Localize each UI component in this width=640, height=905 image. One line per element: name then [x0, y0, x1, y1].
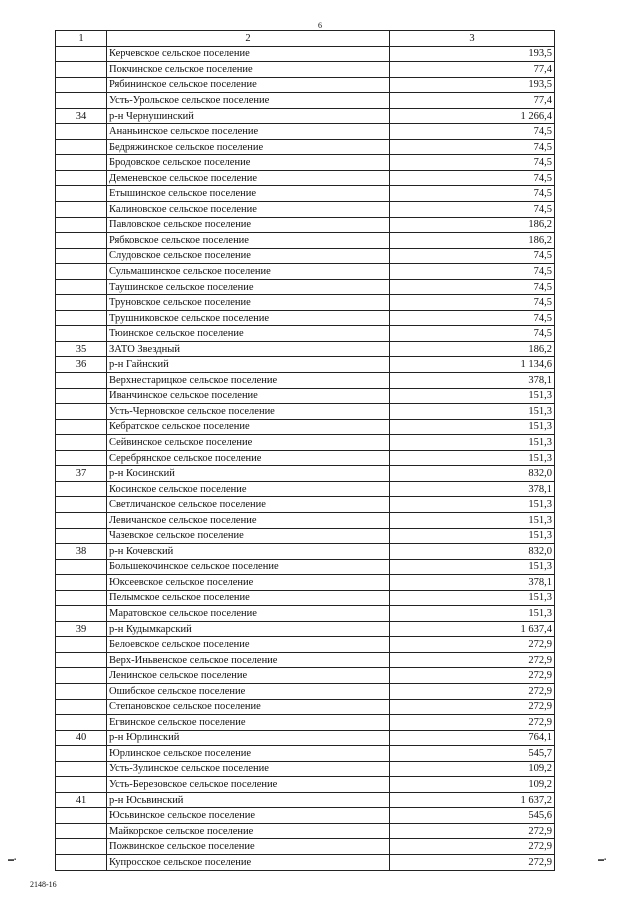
row-number — [56, 388, 107, 404]
row-name: Купросское сельское поселение — [107, 854, 390, 870]
row-number: 37 — [56, 466, 107, 482]
row-name: Светличанское сельское поселение — [107, 497, 390, 513]
row-value: 193,5 — [390, 77, 555, 93]
row-name: Белоевское сельское поселение — [107, 637, 390, 653]
row-number — [56, 264, 107, 280]
row-name: Рябковское сельское поселение — [107, 233, 390, 249]
row-name: Сейвинское сельское поселение — [107, 435, 390, 451]
table-row — [56, 528, 555, 544]
row-number: 40 — [56, 730, 107, 746]
row-number — [56, 404, 107, 420]
table-row — [56, 108, 555, 124]
row-number — [56, 450, 107, 466]
row-name: Ленинское сельское поселение — [107, 668, 390, 684]
row-number — [56, 528, 107, 544]
row-name: Бедряжинское сельское поселение — [107, 139, 390, 155]
table-row — [56, 559, 555, 575]
row-number — [56, 419, 107, 435]
row-number — [56, 854, 107, 870]
row-name: р-н Чернушинский — [107, 108, 390, 124]
row-number: 35 — [56, 341, 107, 357]
row-value: 378,1 — [390, 481, 555, 497]
table-row — [56, 202, 555, 218]
row-name: Иванчинское сельское поселение — [107, 388, 390, 404]
row-value: 545,6 — [390, 808, 555, 824]
row-name: Труновское сельское поселение — [107, 295, 390, 311]
row-value: 272,9 — [390, 652, 555, 668]
row-number — [56, 715, 107, 731]
row-number — [56, 497, 107, 513]
table-row — [56, 310, 555, 326]
row-value: 378,1 — [390, 373, 555, 389]
row-value: 186,2 — [390, 217, 555, 233]
scan-mark-left: ▬▪ — [8, 857, 17, 863]
row-number: 39 — [56, 621, 107, 637]
table-row — [56, 637, 555, 653]
table-row — [56, 683, 555, 699]
row-value: 378,1 — [390, 575, 555, 591]
row-name: Тюинское сельское поселение — [107, 326, 390, 342]
header-col-2: 2 — [107, 31, 390, 47]
row-value: 1 637,2 — [390, 792, 555, 808]
row-number — [56, 699, 107, 715]
row-number — [56, 373, 107, 389]
row-value: 832,0 — [390, 544, 555, 560]
row-number — [56, 590, 107, 606]
row-value: 74,5 — [390, 279, 555, 295]
row-name: Усть-Черновское сельское поселение — [107, 404, 390, 420]
table-row — [56, 575, 555, 591]
row-name: р-н Гайнский — [107, 357, 390, 373]
row-value: 151,3 — [390, 497, 555, 513]
table-row — [56, 264, 555, 280]
document-code: 2148-16 — [30, 880, 57, 889]
row-name: Юксеевское сельское поселение — [107, 575, 390, 591]
row-number — [56, 481, 107, 497]
row-value: 151,3 — [390, 606, 555, 622]
row-value: 74,5 — [390, 326, 555, 342]
row-value: 272,9 — [390, 683, 555, 699]
row-name: Бродовское сельское поселение — [107, 155, 390, 171]
row-name: Сульмашинское сельское поселение — [107, 264, 390, 280]
row-value: 272,9 — [390, 823, 555, 839]
row-name: Рябининское сельское поселение — [107, 77, 390, 93]
row-name: р-н Косинский — [107, 466, 390, 482]
row-value: 1 134,6 — [390, 357, 555, 373]
table-row — [56, 124, 555, 140]
page-number: 6 — [318, 21, 322, 30]
row-name: Пожвинское сельское поселение — [107, 839, 390, 855]
table-row — [56, 419, 555, 435]
row-number — [56, 202, 107, 218]
row-value: 272,9 — [390, 839, 555, 855]
table-row — [56, 450, 555, 466]
row-value: 77,4 — [390, 93, 555, 109]
table-row — [56, 792, 555, 808]
table-row — [56, 62, 555, 78]
table-row — [56, 606, 555, 622]
row-number — [56, 606, 107, 622]
table-row — [56, 839, 555, 855]
row-value: 74,5 — [390, 248, 555, 264]
table-row — [56, 435, 555, 451]
row-value: 74,5 — [390, 202, 555, 218]
row-number — [56, 248, 107, 264]
row-name: Маратовское сельское поселение — [107, 606, 390, 622]
row-number — [56, 326, 107, 342]
row-number — [56, 279, 107, 295]
row-name: Майкорское сельское поселение — [107, 823, 390, 839]
row-value: 151,3 — [390, 590, 555, 606]
row-number — [56, 559, 107, 575]
table-row — [56, 808, 555, 824]
row-number — [56, 170, 107, 186]
table-row — [56, 155, 555, 171]
row-number — [56, 139, 107, 155]
table-row — [56, 466, 555, 482]
row-value: 272,9 — [390, 699, 555, 715]
table-row — [56, 761, 555, 777]
row-name: Слудовское сельское поселение — [107, 248, 390, 264]
table-row — [56, 699, 555, 715]
row-number — [56, 652, 107, 668]
row-value: 74,5 — [390, 124, 555, 140]
row-name: Етышинское сельское поселение — [107, 186, 390, 202]
table-row — [56, 46, 555, 62]
table-row — [56, 248, 555, 264]
table-row — [56, 170, 555, 186]
table-row — [56, 217, 555, 233]
table-row — [56, 388, 555, 404]
table-row — [56, 730, 555, 746]
row-number: 34 — [56, 108, 107, 124]
table-row — [56, 544, 555, 560]
row-value: 545,7 — [390, 746, 555, 762]
table-row — [56, 326, 555, 342]
row-name: Юрлинское сельское поселение — [107, 746, 390, 762]
row-value: 74,5 — [390, 155, 555, 171]
table-row — [56, 777, 555, 793]
table-row — [56, 497, 555, 513]
row-name: р-н Юсьвинский — [107, 792, 390, 808]
row-name: ЗАТО Звездный — [107, 341, 390, 357]
table-row — [56, 746, 555, 762]
row-value: 109,2 — [390, 777, 555, 793]
row-value: 74,5 — [390, 170, 555, 186]
row-name: Покчинское сельское поселение — [107, 62, 390, 78]
row-name: Деменевское сельское поселение — [107, 170, 390, 186]
table-row — [56, 621, 555, 637]
table-row — [56, 93, 555, 109]
row-number — [56, 93, 107, 109]
row-name: Чазевское сельское поселение — [107, 528, 390, 544]
table-row — [56, 77, 555, 93]
row-number — [56, 777, 107, 793]
row-name: Верх-Иньвенское сельское поселение — [107, 652, 390, 668]
row-number — [56, 746, 107, 762]
table-row — [56, 139, 555, 155]
row-value: 832,0 — [390, 466, 555, 482]
table-row — [56, 481, 555, 497]
row-name: р-н Юрлинский — [107, 730, 390, 746]
table-row — [56, 404, 555, 420]
row-value: 151,3 — [390, 450, 555, 466]
row-number — [56, 823, 107, 839]
table-header-row — [56, 31, 555, 47]
table-row — [56, 652, 555, 668]
row-number — [56, 295, 107, 311]
row-value: 186,2 — [390, 341, 555, 357]
row-name: Усть-Урольское сельское поселение — [107, 93, 390, 109]
data-table — [55, 30, 555, 871]
row-value: 151,3 — [390, 435, 555, 451]
row-name: Верхнестарицкое сельское поселение — [107, 373, 390, 389]
table-row — [56, 341, 555, 357]
row-value: 151,3 — [390, 559, 555, 575]
scan-mark-right: ▬▪ — [598, 857, 607, 863]
row-name: Калиновское сельское поселение — [107, 202, 390, 218]
row-value: 1 637,4 — [390, 621, 555, 637]
row-number — [56, 124, 107, 140]
row-value: 151,3 — [390, 512, 555, 528]
row-name: Ананьинское сельское поселение — [107, 124, 390, 140]
row-value: 272,9 — [390, 637, 555, 653]
row-number: 36 — [56, 357, 107, 373]
table-row — [56, 854, 555, 870]
row-value: 74,5 — [390, 186, 555, 202]
table-row — [56, 373, 555, 389]
row-number — [56, 575, 107, 591]
row-name: Таушинское сельское поселение — [107, 279, 390, 295]
row-name: Кебратское сельское поселение — [107, 419, 390, 435]
row-name: Керчевское сельское поселение — [107, 46, 390, 62]
row-value: 272,9 — [390, 854, 555, 870]
row-value: 151,3 — [390, 404, 555, 420]
row-value: 74,5 — [390, 139, 555, 155]
row-number: 38 — [56, 544, 107, 560]
row-name: Левичанское сельское поселение — [107, 512, 390, 528]
row-number — [56, 512, 107, 528]
row-value: 193,5 — [390, 46, 555, 62]
row-number — [56, 310, 107, 326]
row-name: Юсьвинское сельское поселение — [107, 808, 390, 824]
table-row — [56, 668, 555, 684]
row-name: р-н Кочевский — [107, 544, 390, 560]
row-value: 74,5 — [390, 264, 555, 280]
row-number — [56, 217, 107, 233]
header-col-1: 1 — [56, 31, 107, 47]
row-value: 186,2 — [390, 233, 555, 249]
row-name: Серебрянское сельское поселение — [107, 450, 390, 466]
row-name: Ошибское сельское поселение — [107, 683, 390, 699]
row-number — [56, 668, 107, 684]
row-number — [56, 62, 107, 78]
row-value: 74,5 — [390, 295, 555, 311]
table-row — [56, 279, 555, 295]
table-row — [56, 512, 555, 528]
row-number — [56, 233, 107, 249]
row-number — [56, 186, 107, 202]
row-value: 272,9 — [390, 715, 555, 731]
row-number — [56, 683, 107, 699]
row-number — [56, 808, 107, 824]
row-number: 41 — [56, 792, 107, 808]
row-value: 151,3 — [390, 388, 555, 404]
table-row — [56, 715, 555, 731]
row-name: Егвинское сельское поселение — [107, 715, 390, 731]
row-name: Павловское сельское поселение — [107, 217, 390, 233]
row-value: 74,5 — [390, 310, 555, 326]
row-value: 1 266,4 — [390, 108, 555, 124]
row-number — [56, 435, 107, 451]
row-name: Степановское сельское поселение — [107, 699, 390, 715]
row-name: Косинское сельское поселение — [107, 481, 390, 497]
row-name: р-н Кудымкарский — [107, 621, 390, 637]
header-col-3: 3 — [390, 31, 555, 47]
row-number — [56, 637, 107, 653]
table-row — [56, 295, 555, 311]
table-row — [56, 823, 555, 839]
row-name: Усть-Березовское сельское поселение — [107, 777, 390, 793]
table-row — [56, 357, 555, 373]
table-row — [56, 186, 555, 202]
row-value: 77,4 — [390, 62, 555, 78]
row-value: 109,2 — [390, 761, 555, 777]
row-name: Пелымское сельское поселение — [107, 590, 390, 606]
row-number — [56, 46, 107, 62]
row-name: Усть-Зулинское сельское поселение — [107, 761, 390, 777]
row-value: 151,3 — [390, 419, 555, 435]
row-number — [56, 77, 107, 93]
row-value: 764,1 — [390, 730, 555, 746]
row-name: Трушниковское сельское поселение — [107, 310, 390, 326]
table-row — [56, 590, 555, 606]
row-number — [56, 761, 107, 777]
row-name: Большекочинское сельское поселение — [107, 559, 390, 575]
row-value: 272,9 — [390, 668, 555, 684]
row-number — [56, 839, 107, 855]
table-row — [56, 233, 555, 249]
row-value: 151,3 — [390, 528, 555, 544]
row-number — [56, 155, 107, 171]
